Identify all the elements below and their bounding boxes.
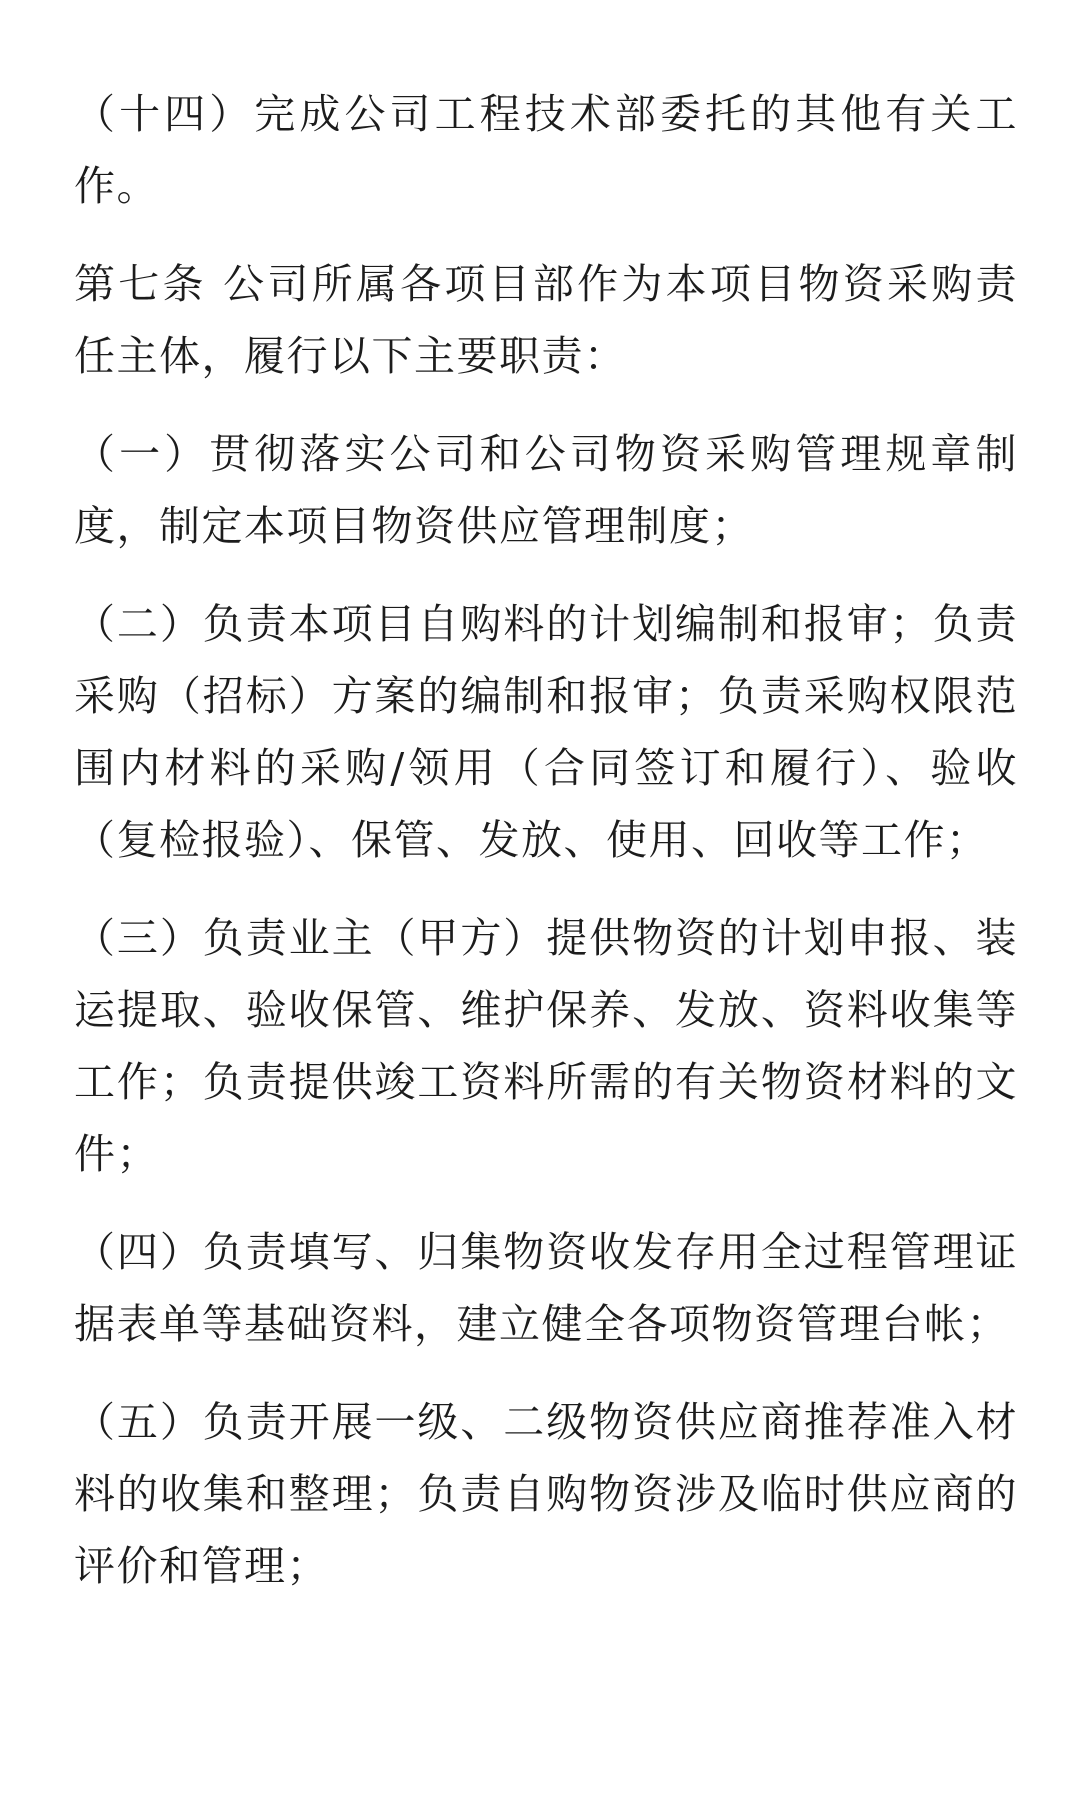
paragraph-item-14: （十四）完成公司工程技术部委托的其他有关工作。 xyxy=(74,90,1018,210)
paragraph-item-3: （三）负责业主（甲方）提供物资的计划申报、装运提取、验收保管、维护保养、发放、资料收集等工作；负责提供竣工资料所需的有关物资材料的文件； xyxy=(74,914,1018,1178)
paragraph-item-1: （一）贯彻落实公司和公司物资采购管理规章制度，制定本项目物资供应管理制度； xyxy=(74,430,1018,550)
article-7-heading: 第七条 公司所属各项目部作为本项目物资采购责任主体，履行以下主要职责： xyxy=(74,260,1018,380)
paragraph-item-4: （四）负责填写、归集物资收发存用全过程管理证据表单等基础资料，建立健全各项物资管理台帐； xyxy=(74,1228,1018,1348)
paragraph-item-5: （五）负责开展一级、二级物资供应商推荐准入材料的收集和整理；负责自购物资涉及临时供应商的评价和管理； xyxy=(74,1398,1018,1590)
paragraph-item-2: （二）负责本项目自购料的计划编制和报审；负责采购（招标）方案的编制和报审；负责采购权限范围内材料的采购/领用（合同签订和履行）、验收（复检报验）、保管、发放、使用、回收等工作； xyxy=(74,600,1018,864)
document-body xyxy=(74,78,1018,1628)
